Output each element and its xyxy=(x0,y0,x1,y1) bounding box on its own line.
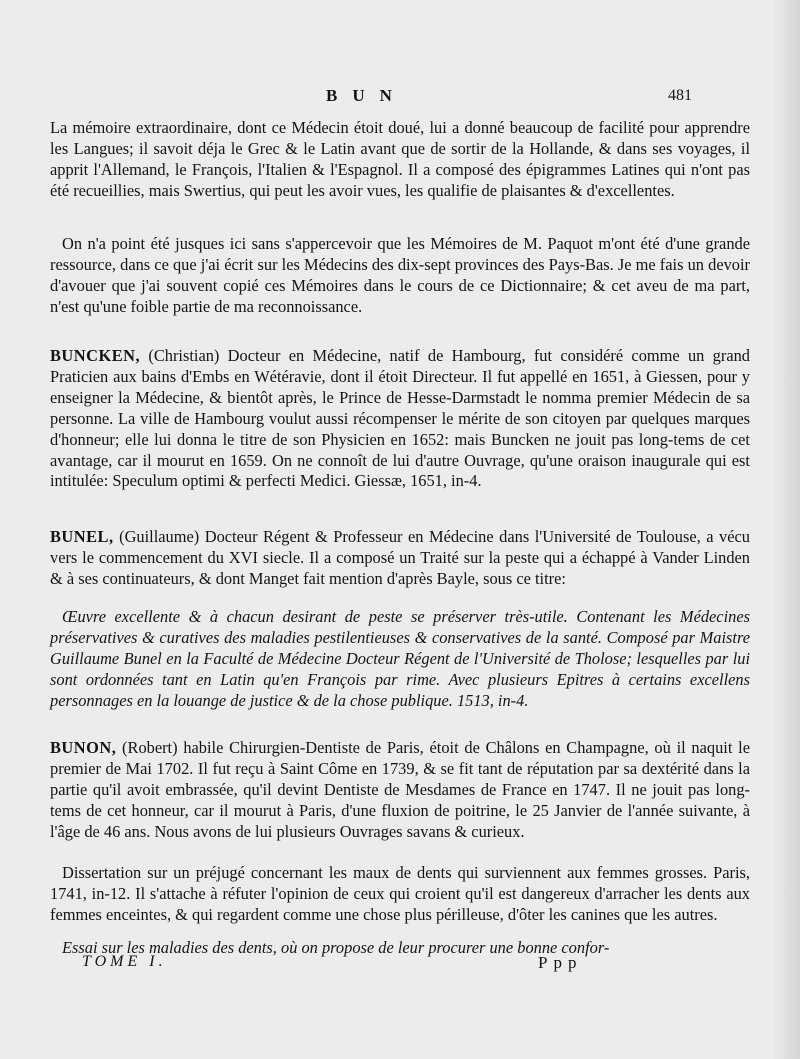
signature-mark: Ppp xyxy=(538,953,583,972)
entry-text: (Christian) Docteur en Médecine, natif de Hambourg, fut considéré comme un grand Praticien aux bains d'Embs en Wétéravie, dont il étoit Directeur. Il fut appellé en 1651, à Giessen, pour y enseigner la Médecine, & bientôt après, le Prince de Hesse-Darmstadt le nomma premier Médecin de sa personne. La ville de Hambourg voulut aussi récompenser le mérite de son citoyen par quelques marques d'honneur; elle lui donna le titre de son Physicien en 1652: mais Buncken ne jouit pas long-tems de cet avantage, car il mourut en 1659. On ne connoît de lui d'autre Ouvrage, qu'une oraison inaugurale qui est intitulée: Speculum optimi & perfecti Medici. Giessæ, 1651, in-4. xyxy=(50,346,750,491)
volume-label: TOME I. xyxy=(82,953,167,970)
paragraph-paquot xyxy=(50,234,750,318)
paragraph-text: La mémoire extraordinaire, dont ce Médecin étoit doué, lui a donné beaucoup de facilité pour apprendre les Langues; il savoit déja le Grec & le Latin avant que de sortir de la Hollande, & dans ses voyages, il apprit l'Allemand, le François, l'Italien & l'Espagnol. Il a composé des épigrammes Latines qui n'ont pas été recueillies, mais Swertius, qui peut les avoir vues, les qualifie de plaisantes & d'excellentes. xyxy=(50,118,750,200)
entry-headword: BUNON, xyxy=(50,738,117,757)
running-head xyxy=(0,86,800,116)
entry-bunon xyxy=(50,738,750,843)
entry-bunel xyxy=(50,527,750,590)
entry-headword: BUNEL, xyxy=(50,527,114,546)
paragraph-text: Dissertation sur un préjugé concernant les maux de dents qui surviennent aux femmes grosses. Paris, 1741, in-12. Il s'attache à réfuter l'opinion de ceux qui croient qu'il est dangereux d'arracher les dents aux femmes enceintes, & qui regardent comme une chose plus périlleuse, d'ôter les canines que les autres. xyxy=(50,863,750,924)
paragraph-memoire xyxy=(50,118,750,202)
entry-text: (Robert) habile Chirurgien-Dentiste de Paris, étoit de Châlons en Champagne, où il naquit le premier de Mai 1702. Il fut reçu à Saint Côme en 1739, & se fit tant de réputation par sa dextérité dans la partie qu'il avoit embrassée, qu'il devint Dentiste de Mesdames de France en 1747. Il ne jouit pas long-tems de cet honneur, car il mourut à Paris, d'une fluxion de poitrine, le 25 Janvier de l'année suivante, à l'âge de 46 ans. Nous avons de lui plusieurs Ouvrages savans & curieux. xyxy=(50,738,750,841)
entry-text: (Guillaume) Docteur Régent & Professeur en Médecine dans l'Université de Toulouse, a vécu vers le commencement du XVI siecle. Il a composé un Traité sur la peste qui a échappé à Vander Linden & à ses continuateurs, & dont Manget fait mention d'après Bayle, sous ce titre: xyxy=(50,527,750,588)
paragraph-text: On n'a point été jusques ici sans s'appercevoir que les Mémoires de M. Paquot m'ont été d'une grande ressource, dans ce que j'ai écrit sur les Médecins des dix-sept provinces des Pays-Bas. Je me fais un devoir d'avouer que j'ai souvent copié ces Mémoires dans le cours de ce Dictionnaire; & cet aveu de ma part, n'est qu'une foible partie de ma reconnoissance. xyxy=(50,234,750,316)
page-footer xyxy=(0,953,800,977)
entry-buncken xyxy=(50,346,750,492)
paragraph-text: Œuvre excellente & à chacun desirant de peste se préserver très-utile. Contenant les Médecines préservatives & curatives des maladies pestilentieuses & conservatives de la santé. Composé par Maistre Guillaume Bunel en la Faculté de Médecine Docteur Régent de l'Université de Tholose; lesquelles par lui sont ordonnées tant en Latin qu'en François par rime. Avec plusieurs Epitres à certains excellens personnages en la louange de justice & de la chose publique. 1513, in-4. xyxy=(50,607,750,710)
running-head-title: BUN xyxy=(326,86,407,105)
paragraph-text: Essai sur les maladies des dents, où on propose de leur procurer une bonne confor- xyxy=(62,938,610,957)
bunel-work-title xyxy=(50,607,750,712)
bunon-dissertation xyxy=(50,863,750,926)
page-number: 481 xyxy=(668,87,692,104)
entry-headword: BUNCKEN, xyxy=(50,346,141,365)
